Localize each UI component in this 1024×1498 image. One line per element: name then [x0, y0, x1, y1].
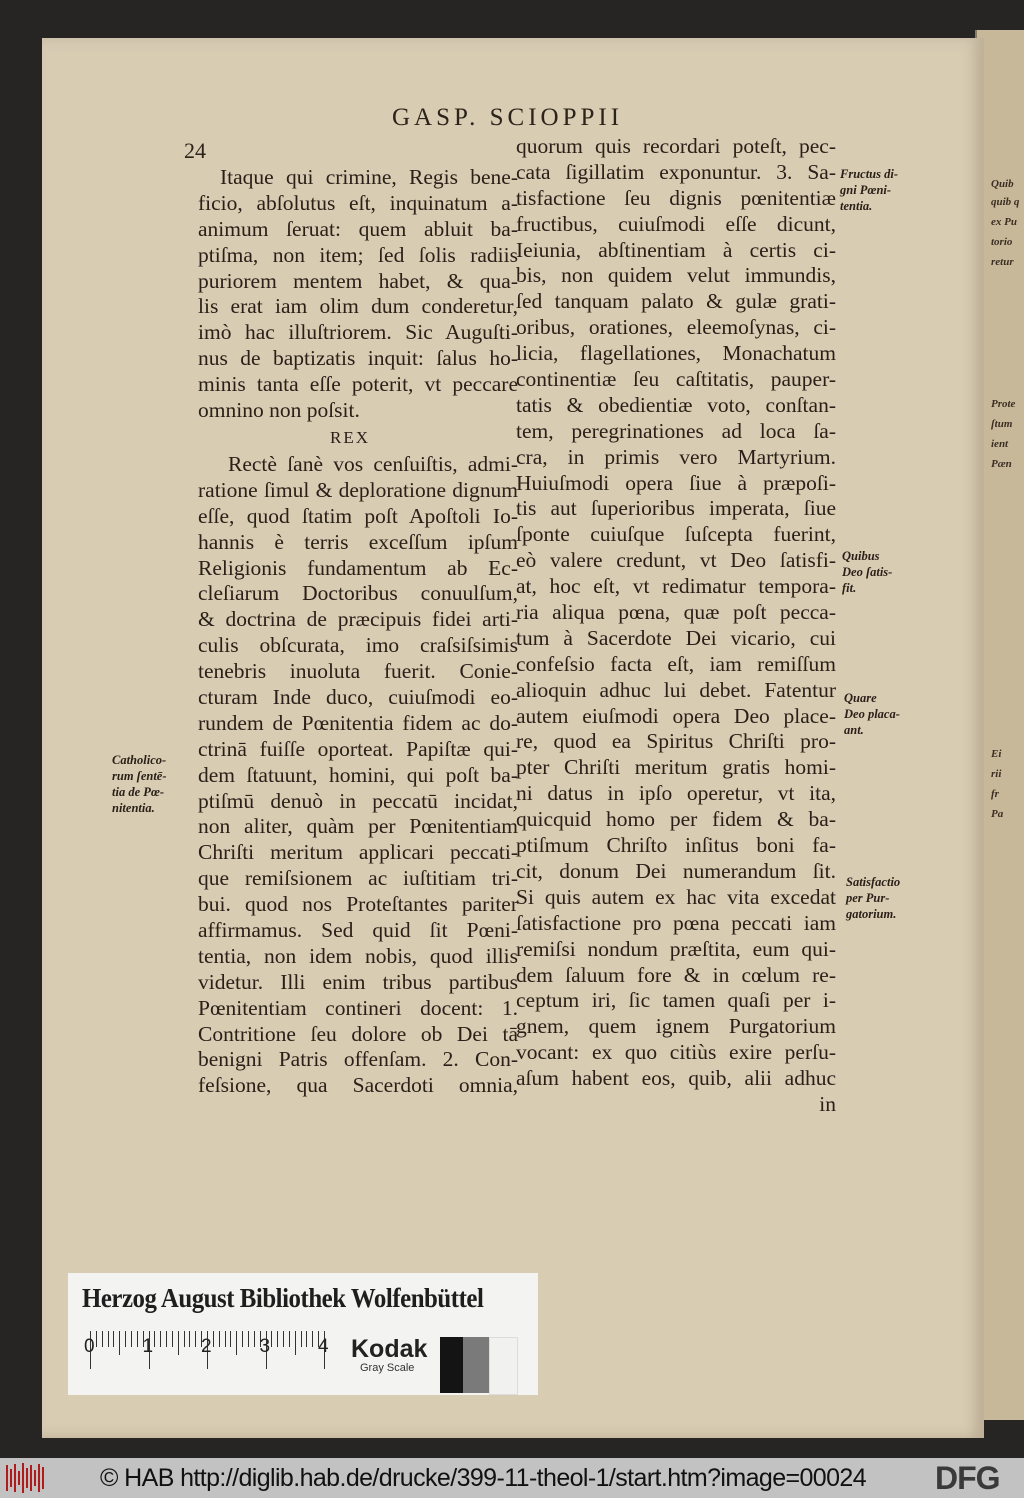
- text-line: imò hac illuſtriorem. Sic Auguſti-: [198, 320, 518, 345]
- gray-patch-mid: [463, 1337, 489, 1393]
- text-line: oribus, orationes, eleemoſynas, ci-: [516, 315, 836, 340]
- gray-patch-white: [489, 1337, 518, 1395]
- kodak-logo: Kodak: [351, 1335, 428, 1363]
- margin-note-line: Quare: [844, 691, 877, 705]
- text-line: tentia, non idem nobis, quod illis: [198, 943, 518, 968]
- footer-bar: [0, 1458, 1024, 1498]
- ruler-tick: [166, 1331, 167, 1347]
- text-line: cata ſigillatim exponuntur. 3. Sa-: [516, 159, 836, 184]
- text-line: animum ſeruat: quem abluit ba-: [198, 216, 518, 241]
- text-line: cit, donum Dei numerandum ſit.: [516, 858, 836, 883]
- margin-note-line: gatorium.: [846, 907, 897, 921]
- text-line: ficio, abſolutus eſt, inquinatum a-: [198, 190, 518, 215]
- speaker-heading: REX: [330, 428, 370, 447]
- text-line: Huiuſmodi opera ſiue à præpoſi-: [516, 470, 836, 495]
- text-line: gnem, quem ignem Purgatorium: [516, 1014, 836, 1039]
- ruler-tick: [254, 1331, 255, 1347]
- margin-note-line: rum ſentē-: [112, 769, 167, 783]
- ruler-tick: [295, 1331, 296, 1355]
- text-line: aſum habent eos, quib, alii adhuc: [516, 1066, 836, 1091]
- text-line: Itaque qui crimine, Regis bene-: [220, 165, 518, 189]
- text-line: continentiæ ſeu caſtitatis, pauper-: [516, 367, 836, 392]
- margin-note: [844, 690, 900, 738]
- ruler-tick: [271, 1331, 272, 1347]
- margin-note: [112, 752, 167, 816]
- text-line: pter Chriſti meritum gratis homi-: [516, 755, 836, 780]
- text-line: dem ſaluum fore & in cœlum re-: [516, 962, 836, 987]
- ruler-label: 0: [84, 1336, 95, 1357]
- text-line: que remiſsionem ac iuſtitiam tri-: [198, 866, 518, 891]
- ruler-tick: [301, 1331, 302, 1347]
- margin-note-line: nitentia.: [112, 801, 155, 815]
- library-title: Herzog August Bibliothek Wolfenbüttel: [82, 1283, 484, 1313]
- ruler-tick: [230, 1331, 231, 1347]
- ruler-tick: [160, 1331, 161, 1347]
- margin-note-line: tia de Pœ-: [112, 785, 165, 799]
- text-line: bis, non quidem velut immundis,: [516, 263, 836, 288]
- text-line: cturam Inde duco, cuiuſmodi eo-: [198, 685, 518, 710]
- text-line: Religionis fundamentum ab Ec-: [198, 555, 518, 580]
- ruler-label: 3: [259, 1336, 271, 1357]
- text-line: hannis è terris exceſſum ipſum: [198, 529, 518, 554]
- text-line: dem ſtatuunt, homini, qui poſt ba-: [198, 762, 518, 787]
- ruler-tick: [102, 1331, 103, 1347]
- ruler-tick: [242, 1331, 243, 1347]
- ruler-label: 1: [142, 1336, 154, 1357]
- scale-card: [68, 1273, 538, 1395]
- text-line: ptiſmum Chriſto inſitus boni fa-: [516, 833, 836, 858]
- ruler-tick: [131, 1331, 132, 1347]
- text-line: at, hoc eſt, vt redimatur tempora-: [516, 574, 836, 599]
- text-line: ſed tanquam palato & gulæ grati-: [516, 289, 836, 314]
- margin-note-line: Satisfactio: [846, 875, 901, 889]
- text-line: Contritione ſeu dolore ob Dei tā: [198, 1021, 518, 1046]
- ruler-tick: [312, 1331, 313, 1347]
- text-line: lis erat iam olim dum conderetur,: [198, 294, 518, 319]
- running-head: GASP. SCIOPPII: [392, 104, 624, 131]
- text-line: confeſsio facta eſt, iam remiſſum: [516, 651, 836, 676]
- ruler-tick: [219, 1331, 220, 1347]
- text-line: ria aliqua pœna, quæ poſt pecca-: [516, 600, 836, 625]
- text-line: nus de baptizatis inquit: ſalus ho-: [198, 346, 518, 371]
- text-line: ptiſmū denuò in peccatū incidat,: [198, 788, 518, 813]
- next-page-fragment: quib q: [991, 196, 1020, 208]
- text-line: Pœnitentiam contineri docent: 1.: [198, 995, 518, 1020]
- text-line: eſſe, quod ſtatim poſt Apoſtoli Io-: [198, 503, 518, 528]
- text-line: ſponte cuiuſque ſuſcepta fuerint,: [516, 522, 836, 547]
- next-page-fragment: ient: [991, 438, 1009, 450]
- text-line: re, quod ea Spiritus Chriſti pro-: [516, 729, 836, 754]
- next-page-fragment: ſtum: [991, 418, 1013, 430]
- ruler-tick: [178, 1331, 179, 1355]
- text-line: ceptum iri, ſic tamen quaſi per i-: [516, 988, 836, 1013]
- ruler-tick: [277, 1331, 278, 1347]
- text-line: vocant: ex quo citiùs exire perſu-: [516, 1040, 836, 1065]
- text-line: ſatisfactione pro pœna peccati iam: [516, 910, 836, 935]
- text-line: affirmamus. Sed quid ſit Pœni-: [198, 918, 518, 943]
- ruler-tick: [283, 1331, 284, 1347]
- text-line: eò valere credunt, vt Deo ſatisfi-: [516, 548, 836, 573]
- text-line: Ieiunia, abſtinentiam à certis ci-: [516, 237, 836, 262]
- text-line: minis tanta eſſe poterit, vt peccare: [198, 372, 518, 397]
- text-line: non aliter, quàm per Pœnitentiam: [198, 814, 518, 839]
- text-line: ptiſma, non item; ſed ſolis radiis: [198, 242, 518, 267]
- margin-note-line: per Pur-: [846, 891, 890, 905]
- text-line: cra, in primis vero Martyrium.: [516, 444, 836, 469]
- ruler-tick: [248, 1331, 249, 1347]
- hab-logo-icon: [6, 1463, 50, 1493]
- text-line: ratione ſimul & deploratione dignum: [198, 477, 518, 502]
- ruler-tick: [225, 1331, 226, 1347]
- text-line: rundem de Pœnitentia fidem ac do-: [198, 710, 518, 735]
- text-line: & doctrina de præcipuis fidei arti-: [198, 607, 518, 632]
- ruler-tick: [189, 1331, 190, 1347]
- ruler-tick: [172, 1331, 173, 1347]
- text-line: omnino non poſsit.: [198, 398, 360, 423]
- next-page-fragment: rii: [991, 768, 1002, 780]
- text-line: Si quis autem ex hac vita excedat: [516, 884, 836, 909]
- text-line: culis obſcurata, imo craſsiſsimis: [198, 633, 518, 658]
- text-line: tem, peregrinationes ad loca ſa-: [516, 418, 836, 443]
- margin-note-line: Fructus di-: [840, 167, 899, 181]
- margin-note-line: fit.: [842, 581, 857, 595]
- ruler-tick: [125, 1331, 126, 1347]
- ruler-label: 4: [318, 1336, 329, 1357]
- text-line: puriorem mentem habet, & qua-: [198, 268, 518, 293]
- text-line: tatis & obedientiæ voto, conſtan-: [516, 392, 836, 417]
- ruler-tick: [96, 1331, 97, 1347]
- ruler-tick: [184, 1331, 185, 1347]
- text-line: remiſsi nondum præſtita, eum qui-: [516, 936, 836, 961]
- page-number: 24: [184, 138, 206, 163]
- text-line: quorum quis recordari poteſt, pec-: [516, 134, 836, 158]
- ruler-tick: [113, 1331, 114, 1347]
- margin-note: [846, 874, 900, 922]
- gray-scale-label: Gray Scale: [360, 1362, 415, 1374]
- text-line: Rectè ſanè vos cenſuiſtis, admi-: [228, 452, 518, 476]
- text-line: benigni Patris offenſam. 2. Con-: [198, 1047, 518, 1072]
- margin-note: [842, 548, 892, 596]
- next-page-fragment: retur: [991, 256, 1014, 268]
- ruler-tick: [236, 1331, 237, 1355]
- ruler-tick: [119, 1331, 120, 1355]
- text-line: tenebris inuoluta fuerit. Conie-: [198, 659, 518, 684]
- text-line: videtur. Illi enim tribus partibus: [198, 969, 518, 994]
- next-page-fragment: Pa: [991, 808, 1004, 820]
- ruler-tick: [108, 1331, 109, 1347]
- margin-note-line: Catholico-: [112, 753, 167, 767]
- margin-note-line: Deo placa-: [844, 707, 900, 721]
- left-column-bottom: [198, 452, 518, 1099]
- text-line: autem eiuſmodi opera Deo place-: [516, 703, 836, 728]
- text-line: cleſiarum Doctoribus conuulſum,: [198, 581, 518, 606]
- ruler-tick: [289, 1331, 290, 1347]
- text-line: Chriſti meritum applicari peccati-: [198, 840, 518, 865]
- ruler-tick: [154, 1331, 155, 1347]
- dfg-logo: DFG: [935, 1460, 1000, 1496]
- ruler-label: 2: [201, 1336, 212, 1357]
- margin-note-line: ant.: [844, 723, 864, 737]
- next-page-fragment: fr: [991, 788, 999, 800]
- text-line: quicquid homo per fidem & ba-: [516, 807, 836, 832]
- next-page-fragment: Pæn: [991, 458, 1012, 470]
- margin-note-line: gni Pœni-: [840, 183, 892, 197]
- margin-note: [840, 166, 898, 214]
- next-page-fragment: Prote: [991, 398, 1016, 410]
- text-line: tum à Sacerdote Dei vicario, cui: [516, 625, 836, 650]
- ruler-tick: [137, 1331, 138, 1347]
- text-line: bui. quod nos Proteſtantes pariter: [198, 892, 518, 917]
- next-page-fragment: Ei: [991, 748, 1002, 760]
- margin-note-line: Deo ſatis-: [842, 565, 893, 579]
- text-line: fructibus, cuiuſmodi eſſe dicunt,: [516, 211, 836, 236]
- ruler-tick: [306, 1331, 307, 1347]
- text-line: ctrinā fuiſſe oporteat. Papiſtæ qui-: [198, 736, 518, 761]
- copyright-url[interactable]: © HAB http://diglib.hab.de/drucke/399-11-theol-1/start.htm?image=00024: [100, 1464, 867, 1492]
- text-line: ni datus in ipſo operetur, vt ita,: [516, 781, 836, 806]
- text-line: alioquin adhuc lui debet. Fatentur: [516, 677, 836, 702]
- text-line: in: [819, 1091, 836, 1116]
- gray-patch-black: [440, 1337, 463, 1393]
- ruler-tick: [195, 1331, 196, 1347]
- text-line: feſsione, qua Sacerdoti omnia,: [198, 1073, 518, 1098]
- right-column: [516, 134, 836, 1118]
- ruler-tick: [213, 1331, 214, 1347]
- text-line: tis aut ſuperioribus imperata, ſiue: [516, 496, 836, 521]
- text-line: licia, flagellationes, Monachatum: [516, 341, 836, 366]
- next-page-fragment: ex Pu: [991, 216, 1017, 228]
- text-line: tisfactione ſeu dignis pœnitentiæ: [516, 185, 836, 210]
- left-column-top: [198, 165, 518, 424]
- next-page-fragment: Quib: [991, 178, 1014, 190]
- margin-note-line: tentia.: [840, 199, 873, 213]
- margin-note-line: Quibus: [842, 549, 880, 563]
- next-page-fragment: torio: [991, 236, 1013, 248]
